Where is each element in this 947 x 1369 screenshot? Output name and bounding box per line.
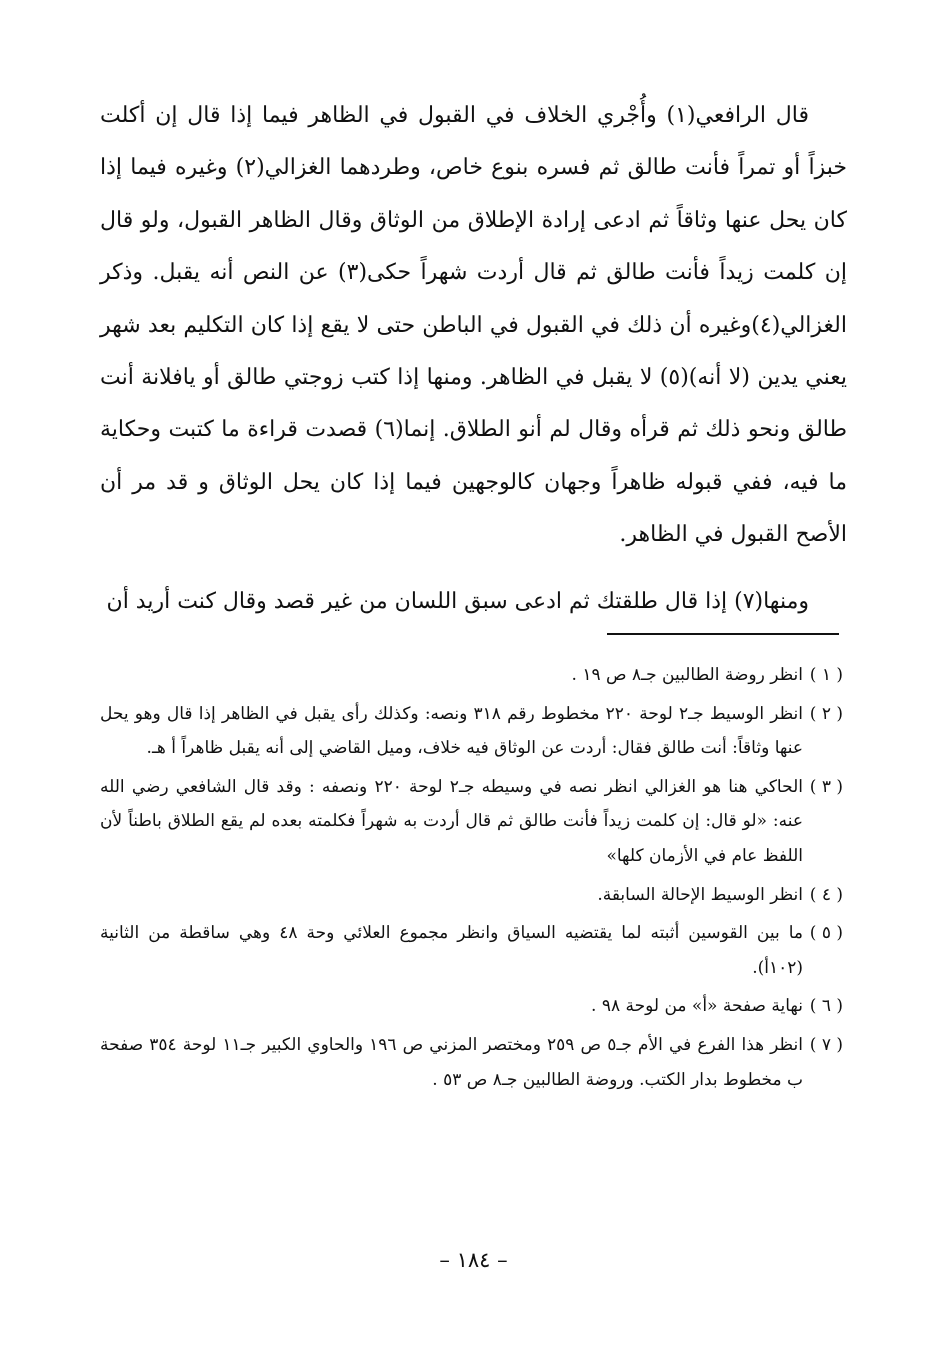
footnote-number: ( ٥ ) [809, 923, 843, 944]
footnote-7 [100, 1028, 843, 1097]
footnote-text: انظر هذا الفرع في الأم جـ٥ ص ٢٥٩ ومختصر المزني ص ١٩٦ والحاوي الكبير جـ١١ لوحة ٣٥٤ صفحة ب مخطوط بدار الكتب. وروضة الطالبين جـ٨ ص ٥٣ . [100, 1034, 803, 1090]
body-paragraph-1: قال الرافعي(١) وأُجْري الخلاف في القبول في الظاهر فيما إذا قال إن أكلت خبزاً أو تمراً فأنت طالق ثم فسره بنوع خاص، وطردهما الغزالي(٢) وغيره فيما إذا كان يحل عنها وثاقاً ثم ادعى إرادة الإطلاق من الوثاق وقال الظاهر القبول، ولو قال إن كلمت زيداً فأنت طالق ثم قال أردت شهراً حكى(٣) عن النص أنه يقبل. وذكر الغزالي(٤)وغيره أن ذلك في القبول في الباطن حتى لا يقع إذا كان التكليم بعد شهر يعني يدين (لا أنه)(٥) لا يقبل في الظاهر. ومنها إذا كتب زوجتي طالق أو يافلانة أنت طالق ونحو ذلك ثم قرأه وقال لم أنو الطلاق. إنما(٦) قصدت قراءة ما كتبت وحكاية ما فيه، ففي قبوله ظاهراً وجهان كالوجهين فيما إذا كان يحل الوثاق و قد مر أن الأصح القبول في الظاهر. [100, 103, 847, 548]
footnote-number: ( ٣ ) [809, 776, 843, 797]
page-number: – ١٨٤ – [439, 1248, 508, 1272]
footnote-number: ( ٢ ) [809, 703, 843, 724]
footnote-number: ( ٧ ) [809, 1034, 843, 1055]
footnote-number: ( ٤ ) [809, 884, 843, 905]
footnote-text: انظر روضة الطالبين جـ٨ ص ١٩ . [571, 665, 803, 685]
footnote-4 [100, 878, 843, 913]
footnote-text: الحاكي هنا هو الغزالي انظر نصه في وسيطه جـ٢ لوحة ٢٢٠ ونصفه : وقد قال الشافعي رضي الله عنه: «لو قال: إن كلمت زيداً فأنت طالق ثم قال أردت به شهراً فكلمته بعده لم يقع الطلاق باطناً لأن اللفظ عام في الأزمان كلها» [100, 776, 803, 866]
footnote-1 [100, 658, 843, 693]
footnote-number: ( ١ ) [809, 665, 843, 685]
footnotes [100, 658, 843, 1101]
footnote-text: نهاية صفحة «أ» من لوحة ٩٨ . [591, 996, 803, 1017]
footnote-5 [100, 916, 843, 985]
footnote-3 [100, 770, 843, 874]
main-text [100, 90, 847, 628]
footnote-text: انظر الوسيط جـ٢ لوحة ٢٢٠ مخطوط رقم ٣١٨ ونصه: وكذلك رأى يقبل في الظاهر إذا قال وهو يحل عنها وثاقاً: أنت طالق فقال: أردت عن الوثاق فيه خلاف، وميل القاضي إلى أنه يقبل ظاهراً أ هـ. [100, 703, 803, 759]
footnote-text: ما بين القوسين أثبته لما يقتضيه السياق وانظر مجموع العلائي وحة ٤٨ وهي ساقطة من الثانية (١٠٢أ). [100, 923, 803, 978]
footnote-number: ( ٦ ) [809, 996, 843, 1017]
footnote-separator [607, 633, 839, 635]
footnote-text: انظر الوسيط الإحالة السابقة. [597, 884, 803, 905]
footnote-6 [100, 989, 843, 1024]
footnote-2 [100, 697, 843, 766]
body-paragraph-2: ومنها(٧) إذا قال طلقتك ثم ادعى سبق اللسان من غير قصد وقال كنت أريد أن [106, 588, 809, 614]
